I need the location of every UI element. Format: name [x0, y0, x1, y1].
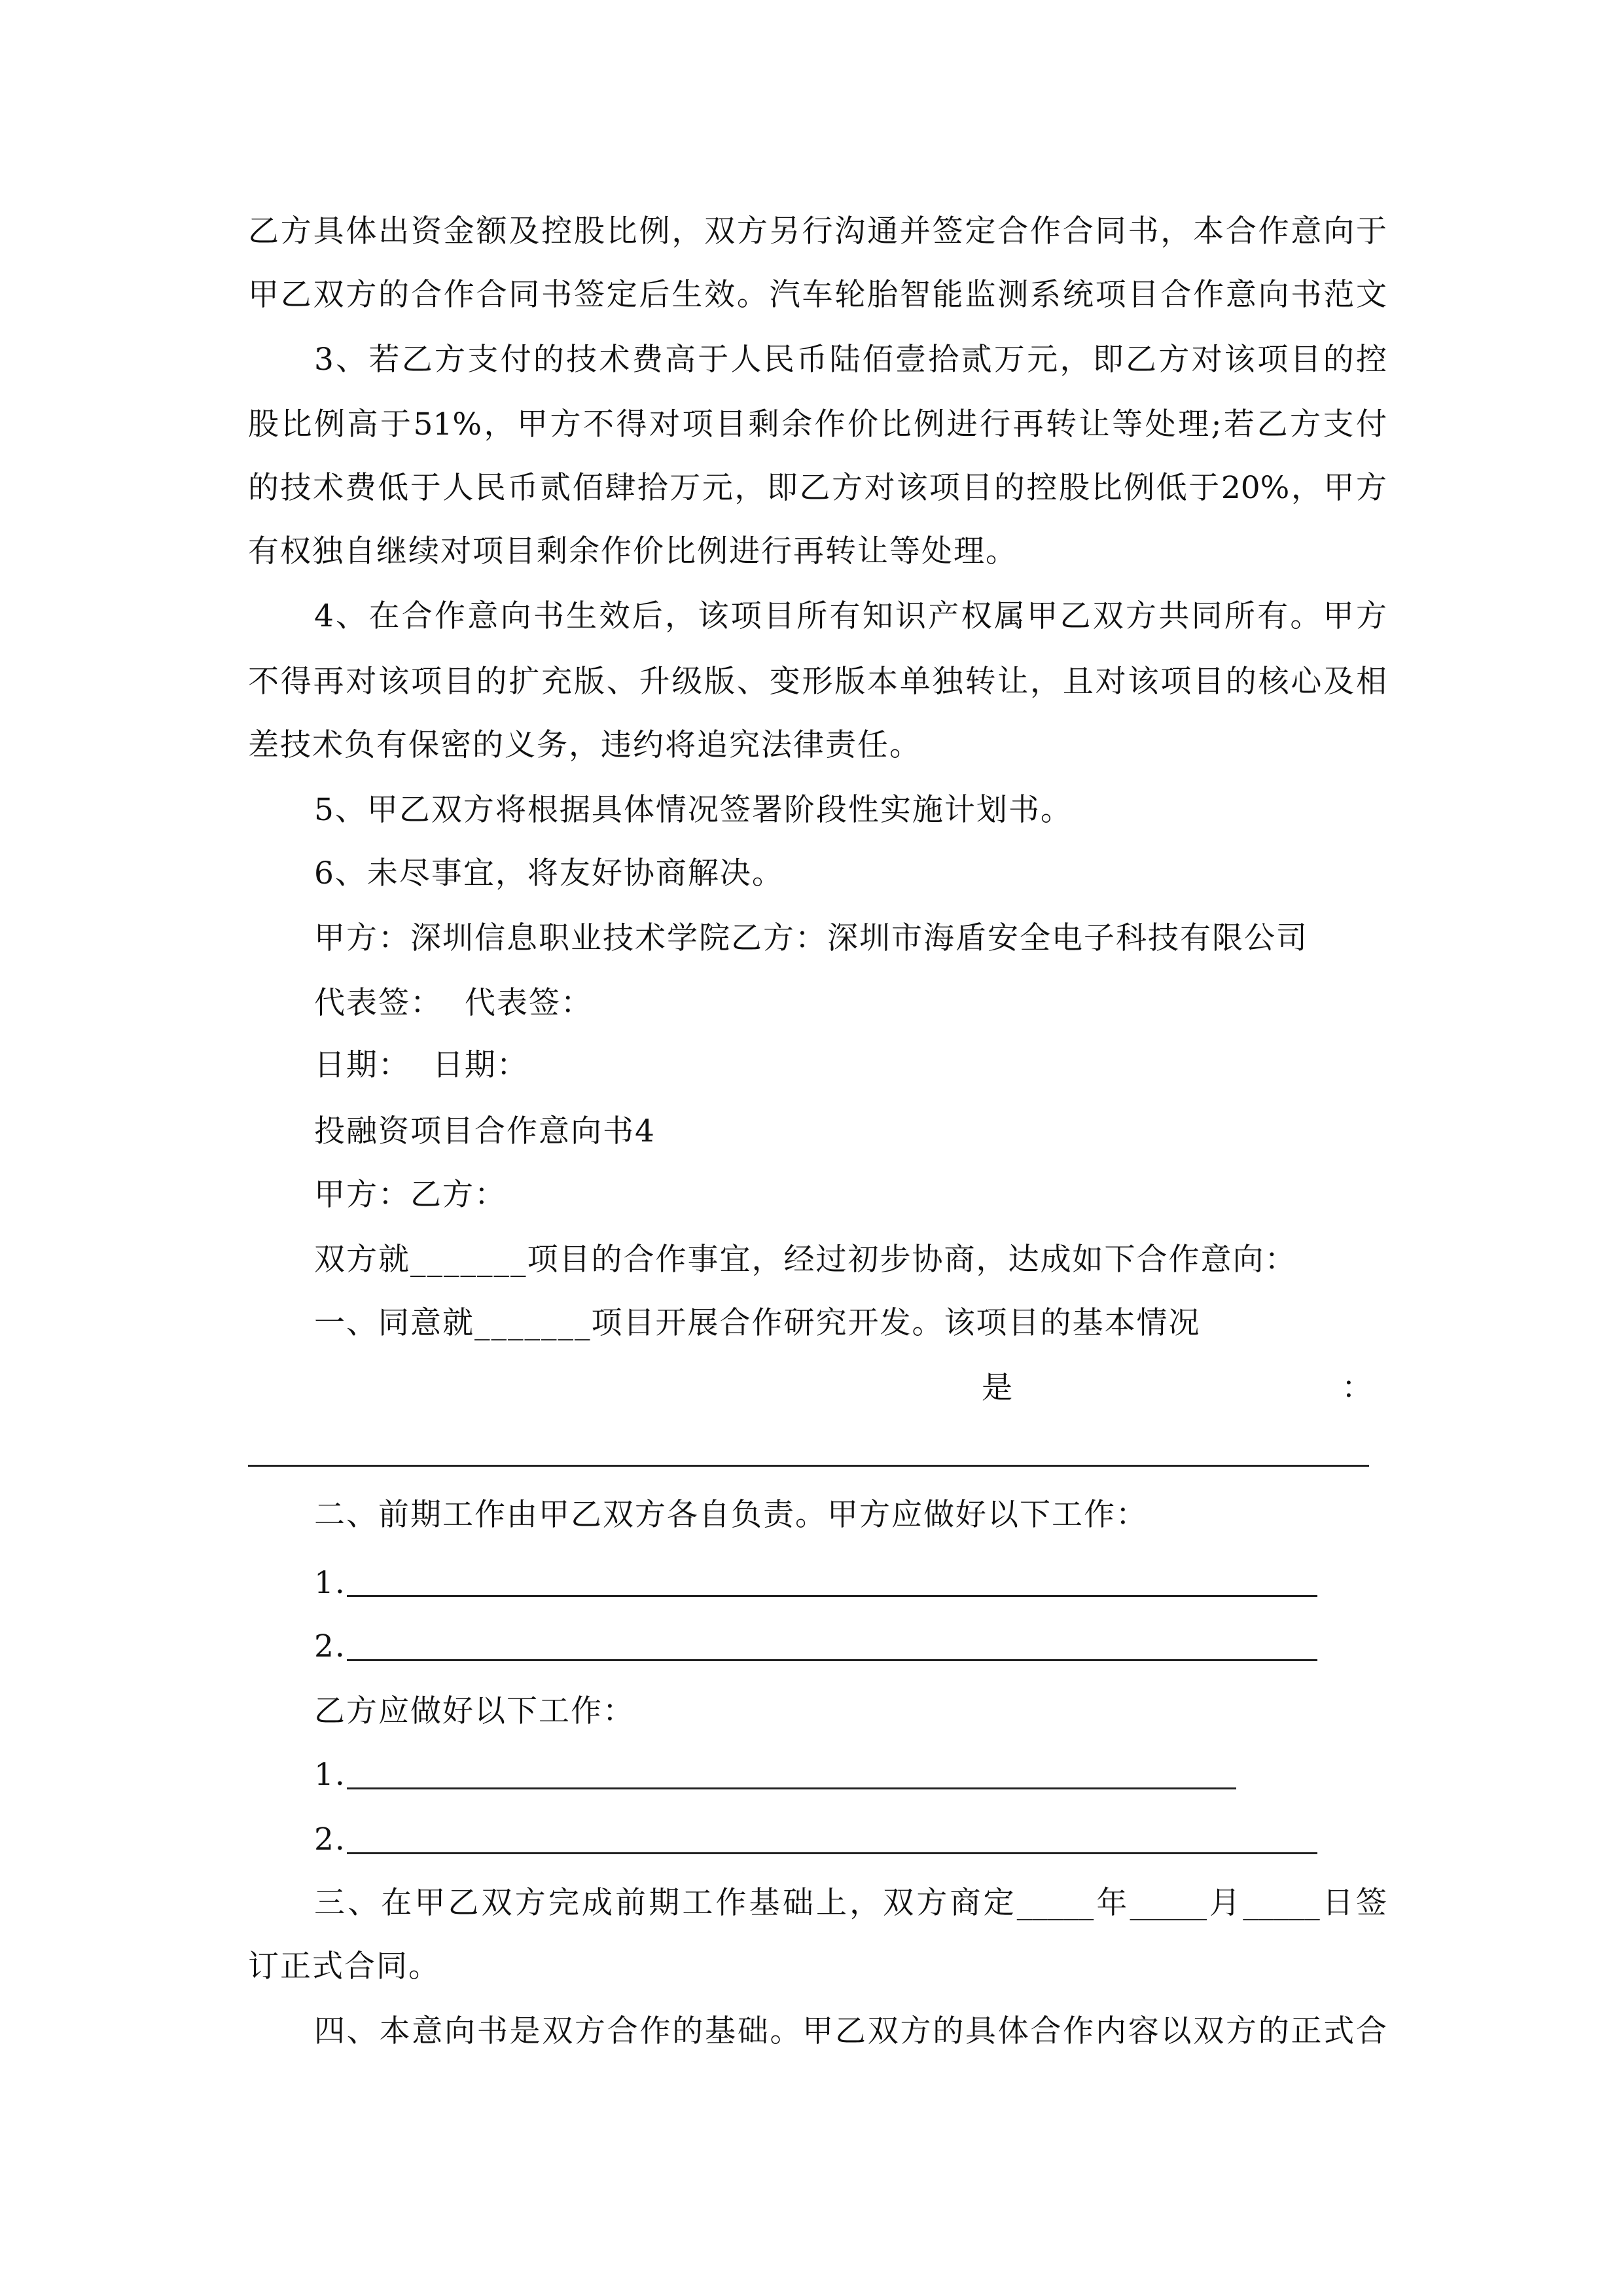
clause-4-line: 差技术负有保密的义务，违约将追究法律责任。 — [248, 727, 921, 763]
clause-3-line: 3、若乙方支付的技术费高于人民币陆佰壹拾贰万元，即乙方对该项目的控 — [314, 342, 1387, 378]
clause-3-line: 的技术费低于人民币贰佰肆拾万元，即乙方对该项目的控股比例低于20%，甲方 — [248, 470, 1387, 506]
item-1-colon: ： — [1342, 1370, 1374, 1406]
clause-3-line: 股比例高于51%，甲方不得对项目剩余作价比例进行再转让等处理;若乙方支付 — [248, 406, 1387, 442]
item-3-line: 订正式合同。 — [248, 1948, 440, 1984]
date-line: 日期： 日期： — [314, 1047, 529, 1083]
fill-in-line — [347, 1852, 1317, 1854]
list-number: 1. — [314, 1565, 346, 1601]
parties-line-4: 甲方：乙方： — [314, 1177, 507, 1213]
item-1-is: 是 — [982, 1370, 1014, 1406]
item-3-line: 三、在甲乙双方完成前期工作基础上，双方商定_____年_____月_____日签 — [314, 1885, 1387, 1921]
clause-5: 5、甲乙双方将根据具体情况签署阶段性实施计划书。 — [314, 792, 1073, 828]
fill-in-line — [347, 1595, 1317, 1597]
item-4-line: 四、本意向书是双方合作的基础。甲乙双方的具体合作内容以双方的正式合 — [314, 2013, 1387, 2049]
clause-4-line: 不得再对该项目的扩充版、升级版、变形版本单独转让，且对该项目的核心及相 — [248, 664, 1387, 700]
fill-in-line — [347, 1787, 1236, 1789]
section-title: 投融资项目合作意向书4 — [314, 1113, 656, 1149]
item-1: 一、同意就_______项目开展合作研究开发。该项目的基本情况 — [314, 1305, 1201, 1341]
item-2: 二、前期工作由甲乙双方各自负责。甲方应做好以下工作： — [314, 1497, 1148, 1533]
party-b-work: 乙方应做好以下工作： — [314, 1693, 635, 1729]
list-number: 1. — [314, 1757, 346, 1793]
intro-line: 双方就_______项目的合作事宜，经过初步协商，达成如下合作意向： — [314, 1242, 1297, 1278]
clause-4-line: 4、在合作意向书生效后，该项目所有知识产权属甲乙双方共同所有。甲方 — [314, 598, 1387, 634]
clause-6: 6、未尽事宜，将友好协商解决。 — [314, 855, 784, 891]
fill-in-line — [248, 1465, 1369, 1467]
paragraph-line: 甲乙双方的合作合同书签定后生效。汽车轮胎智能监测系统项目合作意向书范文 — [248, 277, 1387, 313]
list-number: 2. — [314, 1821, 346, 1857]
list-number: 2. — [314, 1628, 346, 1664]
fill-in-line — [347, 1659, 1317, 1661]
paragraph-line: 乙方具体出资金额及控股比例，双方另行沟通并签定合作合同书，本合作意向于 — [248, 213, 1387, 249]
clause-3-line: 有权独自继续对项目剩余作价比例进行再转让等处理。 — [248, 533, 1018, 569]
signature-line: 代表签： 代表签： — [314, 985, 593, 1021]
parties-line: 甲方：深圳信息职业技术学院乙方：深圳市海盾安全电子科技有限公司 — [314, 920, 1308, 956]
